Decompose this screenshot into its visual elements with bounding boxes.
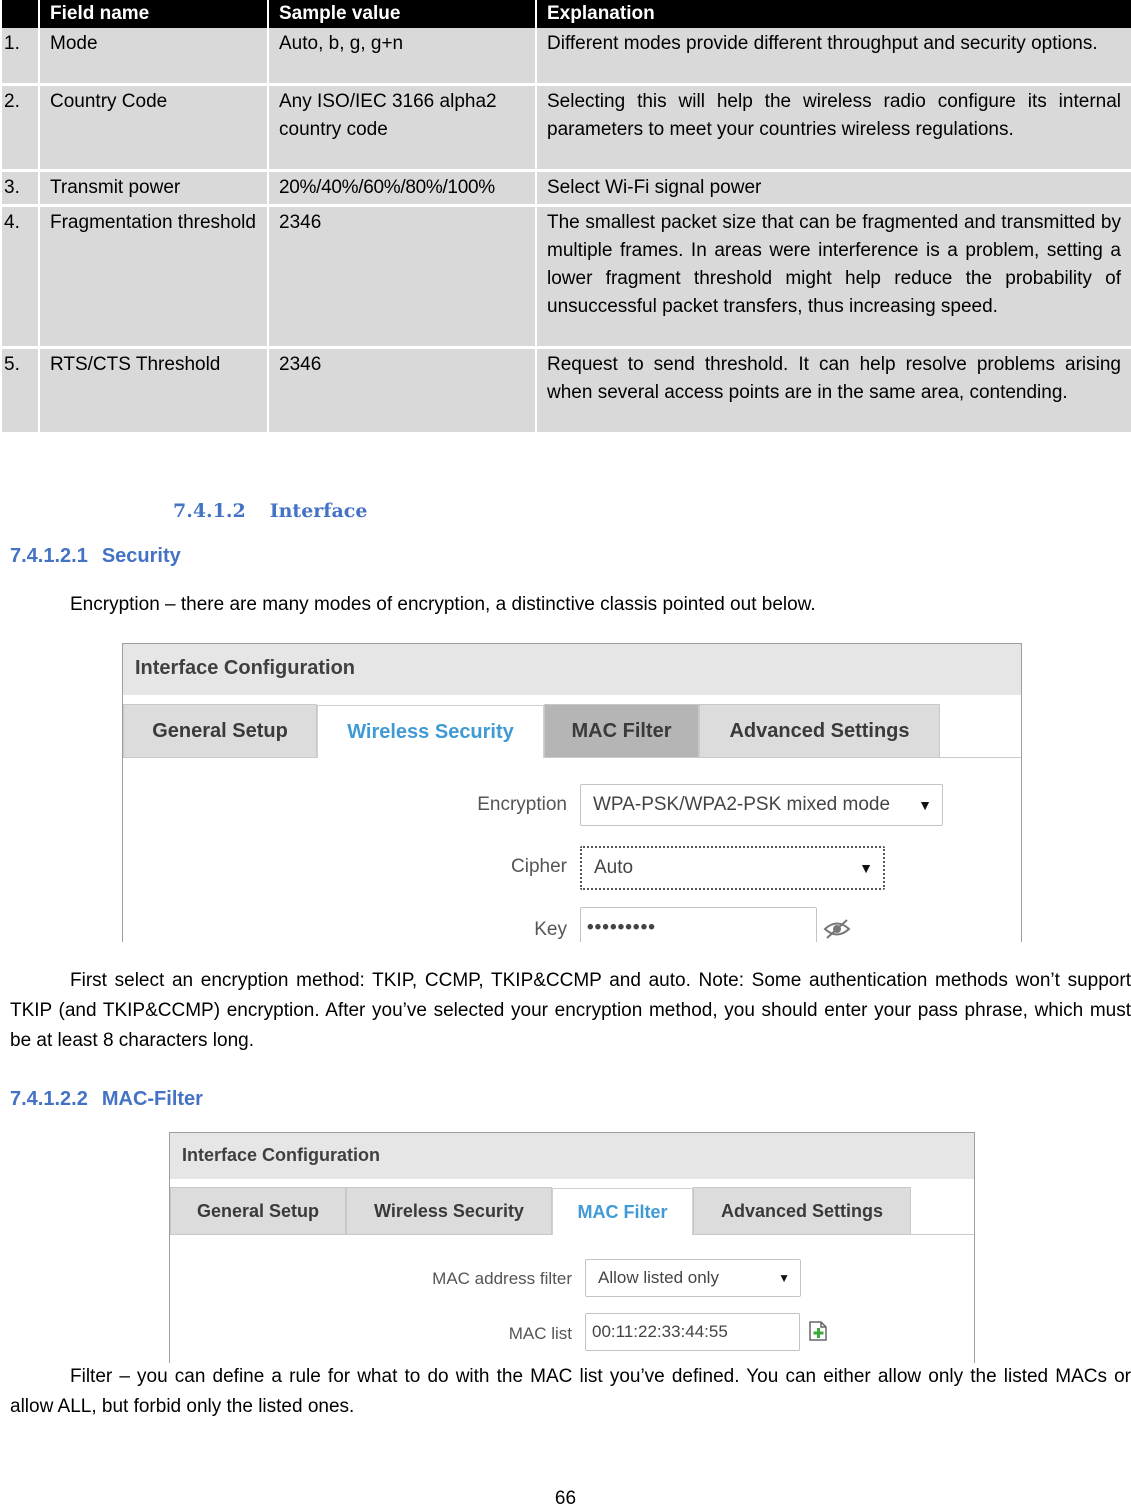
table-row bbox=[2, 28, 1131, 86]
table-header-row bbox=[2, 0, 1131, 28]
row-number: 2. bbox=[2, 86, 38, 172]
section-number: 7.4.1.2 bbox=[173, 500, 246, 522]
subsection-title: MAC-Filter bbox=[101, 1088, 203, 1110]
mac-address-filter-label: MAC address filter bbox=[432, 1269, 572, 1288]
field-name: RTS/CTS Threshold bbox=[40, 349, 267, 435]
subsection-title: Security bbox=[101, 545, 181, 567]
mac-filter-value: Allow listed only bbox=[598, 1268, 719, 1287]
field-name: Fragmentation threshold bbox=[40, 207, 267, 349]
encryption-value: WPA-PSK/WPA2-PSK mixed mode bbox=[593, 794, 891, 815]
chevron-down-icon: ▼ bbox=[859, 860, 873, 876]
page-number: 66 bbox=[554, 1488, 577, 1509]
cipher-label: Cipher bbox=[511, 856, 567, 877]
field-name: Country Code bbox=[40, 86, 267, 172]
encryption-label: Encryption bbox=[477, 794, 567, 815]
tab-advanced-settings[interactable]: Advanced Settings bbox=[693, 1187, 911, 1234]
table-header-explanation: Explanation bbox=[537, 0, 1131, 28]
mac-filter-after-text: Filter – you can define a rule for what to do with the MAC list you’ve defined. You can either allow only the listed MACs or allow ALL, but forbid only the listed ones. bbox=[10, 1366, 1131, 1417]
tab-advanced-settings[interactable]: Advanced Settings bbox=[699, 704, 940, 757]
subsection-number: 7.4.1.2.1 bbox=[10, 545, 88, 567]
config-tabs bbox=[123, 695, 1021, 758]
mac-address-filter-select[interactable] bbox=[585, 1259, 801, 1297]
field-name: Mode bbox=[40, 28, 267, 86]
wireless-security-screenshot bbox=[122, 643, 1022, 942]
row-number: 4. bbox=[2, 207, 38, 349]
subsection-number: 7.4.1.2.2 bbox=[10, 1088, 88, 1110]
explanation: Select Wi-Fi signal power bbox=[537, 172, 1131, 207]
hide-password-icon[interactable] bbox=[823, 919, 851, 939]
key-label: Key bbox=[534, 919, 567, 940]
interface-configuration-title: Interface Configuration bbox=[123, 644, 1021, 695]
row-number: 5. bbox=[2, 349, 38, 435]
section-heading-interface bbox=[173, 500, 367, 522]
table-header-num bbox=[2, 0, 38, 28]
sample-value: 20%/40%/60%/80%/100% bbox=[269, 172, 535, 207]
sample-value: 2346 bbox=[269, 207, 535, 349]
tab-general-setup[interactable]: General Setup bbox=[170, 1187, 346, 1234]
security-intro-text: Encryption – there are many modes of encryption, a distinctive classis pointed out below. bbox=[70, 594, 816, 615]
section-title: Interface bbox=[269, 500, 368, 522]
chevron-down-icon: ▼ bbox=[778, 1271, 790, 1285]
table-row bbox=[2, 86, 1131, 172]
tab-wireless-security[interactable]: Wireless Security bbox=[317, 705, 544, 758]
mac-filter-screenshot bbox=[169, 1132, 975, 1363]
row-number: 1. bbox=[2, 28, 38, 86]
sample-value: Auto, b, g, g+n bbox=[269, 28, 535, 86]
tab-mac-filter[interactable]: MAC Filter bbox=[552, 1188, 693, 1235]
security-intro-paragraph bbox=[10, 590, 1131, 620]
encryption-select[interactable] bbox=[580, 784, 943, 826]
table-header-field: Field name bbox=[40, 0, 267, 28]
field-name: Transmit power bbox=[40, 172, 267, 207]
tab-general-setup[interactable]: General Setup bbox=[123, 704, 317, 757]
interface-configuration-title: Interface Configuration bbox=[170, 1133, 974, 1179]
table-row bbox=[2, 207, 1131, 349]
sample-value: Any ISO/IEC 3166 alpha2 country code bbox=[269, 86, 535, 172]
explanation: Selecting this will help the wireless radio configure its internal parameters to meet your countries wireless regulations. bbox=[537, 86, 1131, 172]
tab-wireless-security[interactable]: Wireless Security bbox=[346, 1187, 552, 1234]
sample-value: 2346 bbox=[269, 349, 535, 435]
table-header-value: Sample value bbox=[269, 0, 535, 28]
tab-mac-filter[interactable]: MAC Filter bbox=[544, 704, 699, 757]
table-row bbox=[2, 172, 1131, 207]
key-value: ••••••••• bbox=[587, 917, 656, 938]
mac-list-label: MAC list bbox=[508, 1324, 572, 1343]
explanation: Different modes provide different throughput and security options. bbox=[537, 28, 1131, 86]
add-entry-icon[interactable] bbox=[808, 1321, 828, 1341]
table-row bbox=[2, 349, 1131, 435]
mac-list-input[interactable] bbox=[585, 1313, 800, 1351]
chevron-down-icon: ▼ bbox=[918, 797, 932, 813]
mac-filter-after-paragraph bbox=[10, 1362, 1131, 1422]
row-number: 3. bbox=[2, 172, 38, 207]
explanation: Request to send threshold. It can help resolve problems arising when several access points are in the same area, contending. bbox=[537, 349, 1131, 435]
config-tabs bbox=[170, 1179, 974, 1235]
explanation: The smallest packet size that can be fragmented and transmitted by multiple frames. In areas were interference is a problem, setting a lower fragment threshold might help reduce the probability of unsuccessful packet transfers, thus increasing speed. bbox=[537, 207, 1131, 349]
security-after-text: First select an encryption method: TKIP, CCMP, TKIP&CCMP and auto. Note: Some authentication methods won’t support TKIP (and TKIP&CCMP) encryption. After you’ve selected your encryption method, you should enter your pass phrase, which must be at least 8 characters long. bbox=[10, 970, 1131, 1051]
mac-list-value: 00:11:22:33:44:55 bbox=[592, 1322, 728, 1341]
security-after-paragraph bbox=[10, 966, 1131, 1056]
subsection-heading-security bbox=[10, 545, 181, 568]
cipher-value: Auto bbox=[594, 857, 634, 878]
key-input[interactable] bbox=[580, 907, 817, 942]
cipher-select[interactable] bbox=[580, 846, 885, 890]
subsection-heading-mac-filter bbox=[10, 1088, 203, 1111]
wireless-settings-table bbox=[0, 0, 1131, 435]
